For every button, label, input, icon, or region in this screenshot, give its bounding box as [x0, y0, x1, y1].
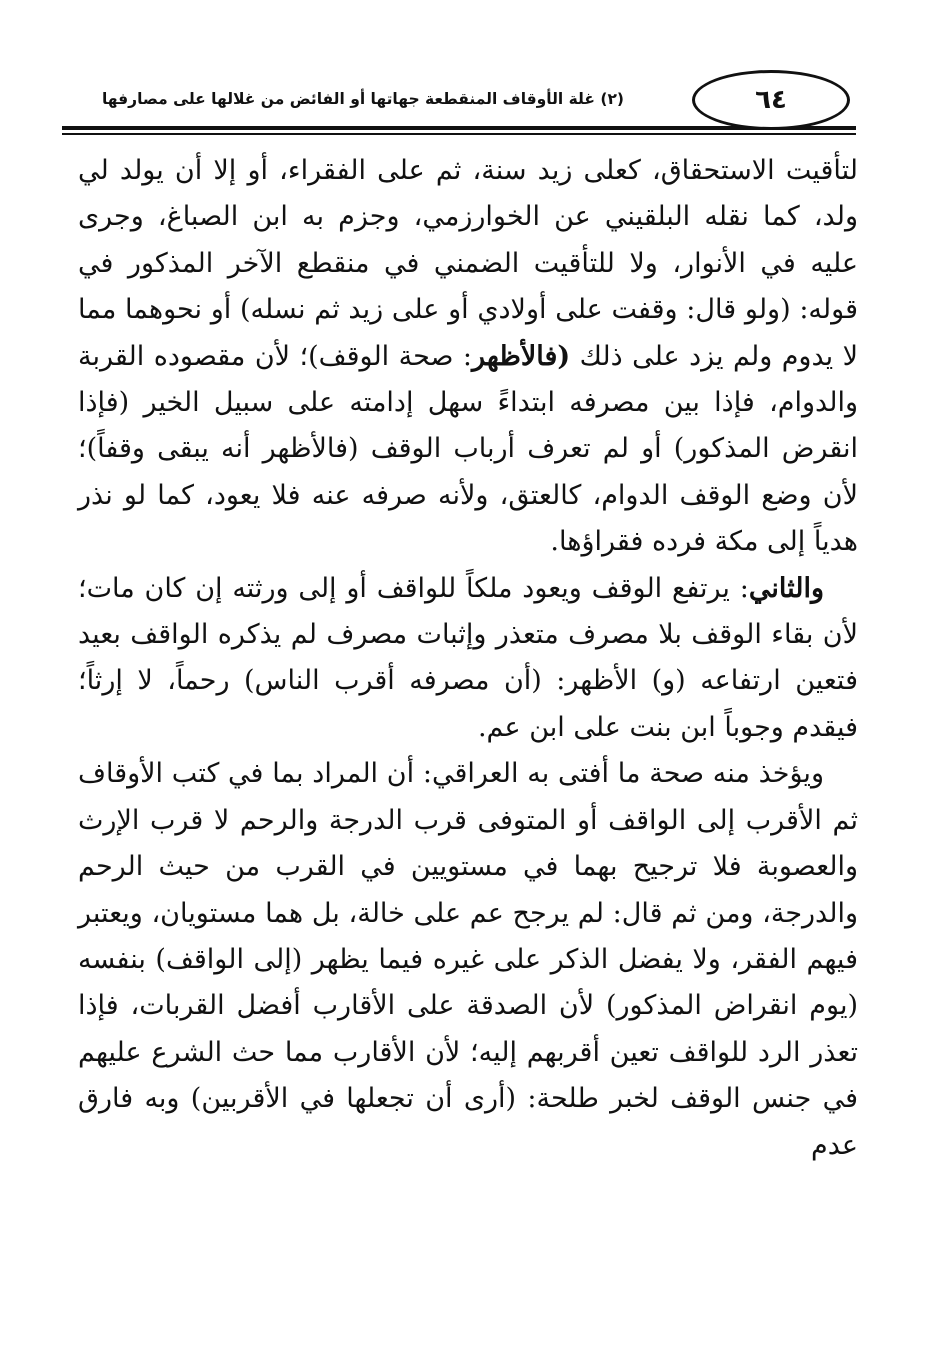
bold-term: (فالأظهر [472, 340, 571, 372]
body-text [78, 148, 858, 1169]
running-title: (٢) غلة الأوقاف المنقطعة جهاتها أو الفائض من غلالها على مصارفها [101, 90, 624, 108]
paragraph [78, 566, 858, 752]
header-rule-thin [62, 133, 856, 135]
text-run: : صحة الوقف)؛ لأن مقصوده القربة والدوام، فإذا بين مصرفه ابتداءً سهل إدامته على سبيل الخير (فإذا انقرض المذكور) أو لم تعرف أرباب الوقف (فالأظهر أنه يبقى وقفاً)؛ لأن وضع الوقف الدوام، كالعتق، ولأنه صرفه عنه فلا يعود، كما لو نذر هدياً إلى مكة فرده فقراؤها. [78, 340, 858, 558]
page-number-oval [692, 70, 850, 130]
text-run: : يرتفع الوقف ويعود ملكاً للواقف أو إلى ورثته إن كان مات؛ لأن بقاء الوقف بلا مصرف متعذر وإثبات مصرف لم يذكره الواقف بعيد فتعين ارتفاعه (و) الأظهر: (أن مصرفه أقرب الناس) رحماً، لا إرثاً؛ فيقدم وجوباً ابن بنت على ابن عم. [78, 572, 858, 743]
text-run: لتأقيت الاستحقاق، كعلى زيد سنة، ثم على الفقراء، أو إلا أن يولد لي ولد، كما نقله البلقيني عن الخوارزمي، وجزم به ابن الصباغ، وجرى عليه في الأنوار، ولا للتأقيت الضمني في منقطع الآخر المذكور في قوله: (ولو قال: وقفت على أولادي أو على زيد ثم نسله) أو نحوهما مما لا يدوم ولم يزد على ذلك [78, 155, 858, 372]
paragraph [78, 751, 858, 1169]
text-run: ويؤخذ منه صحة ما أفتى به العراقي: أن المراد بما في كتب الأوقاف ثم الأقرب إلى الواقف أو المتوفى قرب الدرجة والرحم لا قرب الإرث والعصوبة فلا ترجيح بهما في مستويين في القرب من حيث الرحم والدرجة، ومن ثم قال: لم يرجح عم على خالة، بل هما مستويان، ويعتبر فيهم الفقر، ولا يفضل الذكر على غيره فيما يظهر (إلى الواقف) بنفسه (يوم انقراض المذكور) لأن الصدقة على الأقارب أفضل القربات، فإذا تعذر الرد للواقف تعين أقربهم إليه؛ لأن الأقارب مما حث الشرع عليهم في جنس الوقف لخبر طلحة: (أرى أن تجعلها في الأقربين) وبه فارق عدم [78, 758, 858, 1161]
paragraph [78, 148, 858, 566]
page-header [62, 70, 856, 136]
bold-term: والثاني [748, 572, 824, 604]
page-number: ٦٤ [755, 85, 787, 115]
